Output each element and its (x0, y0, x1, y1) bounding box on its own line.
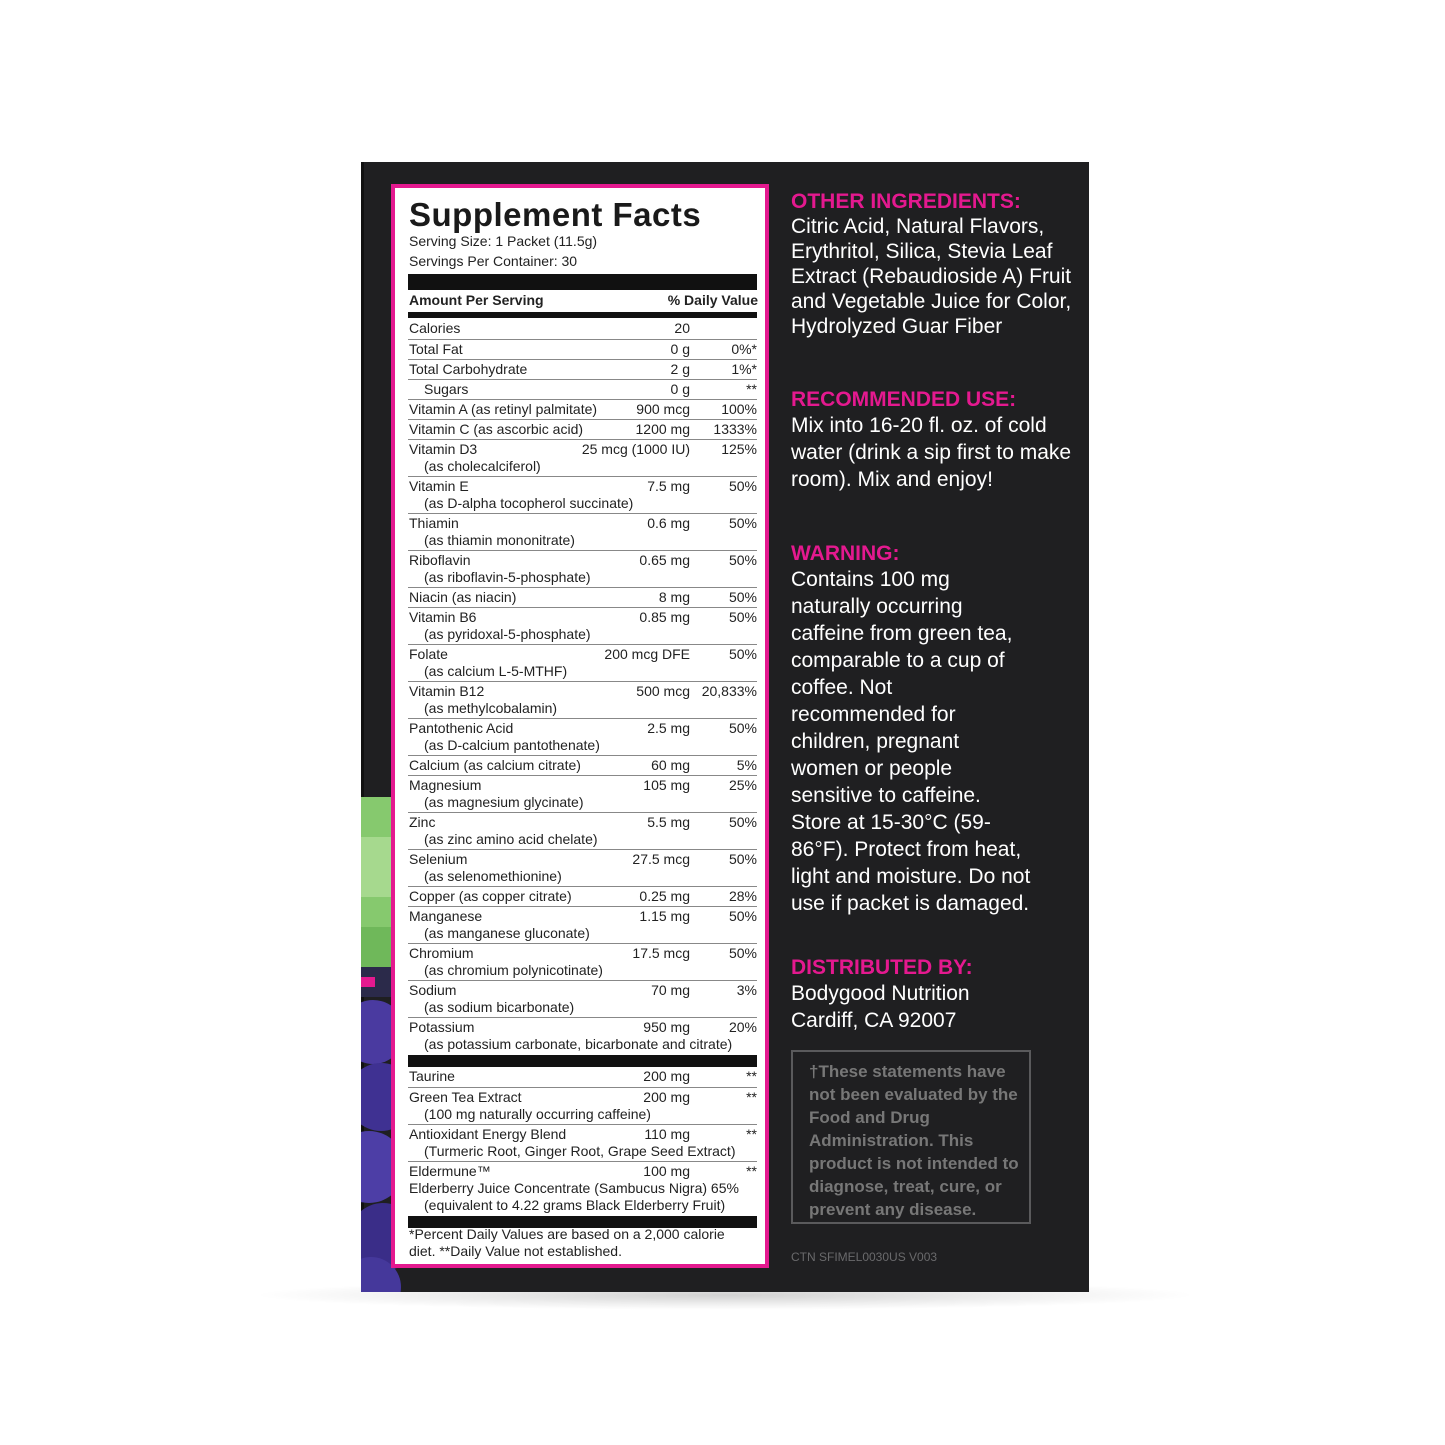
nutrient-name: Vitamin A (as retinyl palmitate) (409, 401, 598, 417)
nutrient-row (408, 550, 757, 588)
nutrient-row (408, 775, 757, 813)
nutrient-name: Antioxidant Energy Blend (409, 1126, 567, 1142)
nutrient-name: Eldermune™ (409, 1163, 491, 1179)
other-ingredients-section (791, 190, 1081, 339)
distributor-name: Bodygood Nutrition (791, 982, 970, 1005)
blend-row (408, 1161, 757, 1216)
warning-heading: WARNING: (791, 542, 900, 565)
nutrient-name: Vitamin B12 (409, 683, 485, 699)
nutrient-source: (as chromium polynicotinate) (424, 962, 603, 978)
carton-code: CTN SFIMEL0030US V003 (791, 1250, 938, 1264)
nutrient-amount: 5.5 mg (647, 814, 690, 830)
recommended-use-heading: RECOMMENDED USE: (791, 388, 1017, 411)
nutrient-name: Sodium (409, 982, 457, 998)
facts-footnote: *Percent Daily Values are based on a 2,000 calorie diet. **Daily Value not established. (409, 1226, 725, 1259)
nutrient-amount: 0.85 mg (639, 609, 690, 625)
warning-section (791, 542, 1031, 917)
distributor-address: Cardiff, CA 92007 (791, 1009, 957, 1032)
nutrient-amount: 25 mcg (1000 IU) (581, 441, 690, 457)
nutrient-amount: 7.5 mg (647, 478, 690, 494)
product-box-back (361, 162, 1089, 1292)
nutrient-daily-value: 50% (728, 814, 757, 830)
nutrient-name: Vitamin D3 (409, 441, 478, 457)
nutrient-row (408, 419, 757, 440)
nutrient-daily-value: 3% (736, 982, 757, 998)
nutrient-daily-value: 50% (728, 945, 757, 961)
nutrient-source: (as cholecalciferol) (424, 458, 541, 474)
nutrient-row (408, 718, 757, 756)
nutrient-source: (as D-alpha tocopherol succinate) (424, 495, 634, 511)
nutrient-name: Total Carbohydrate (409, 361, 528, 377)
nutrient-source: (as manganese gluconate) (424, 925, 590, 941)
nutrient-daily-value: 50% (728, 552, 757, 568)
nutrient-name: Folate (409, 646, 448, 662)
nutrient-amount: 2.5 mg (647, 720, 690, 736)
nutrient-daily-value: 50% (728, 515, 757, 531)
nutrient-amount: 1200 mg (635, 421, 690, 437)
nutrient-daily-value: 125% (721, 441, 757, 457)
nutrient-name: Riboflavin (409, 552, 471, 568)
nutrient-row (408, 476, 757, 514)
nutrient-source: (as D-calcium pantothenate) (424, 737, 600, 753)
nutrient-row (408, 886, 757, 907)
nutrient-amount: 1.15 mg (639, 908, 690, 924)
nutrient-amount: 8 mg (658, 589, 690, 605)
nutrient-source: (as sodium bicarbonate) (424, 999, 575, 1015)
nutrient-daily-value: ** (746, 1126, 757, 1142)
nutrient-daily-value: ** (746, 1163, 757, 1179)
nutrient-source: (as riboflavin-5-phosphate) (424, 569, 591, 585)
thick-rule (408, 274, 757, 290)
supplement-facts-panel (391, 184, 769, 1268)
nutrient-amount: 0.25 mg (639, 888, 690, 904)
nutrient-daily-value: ** (746, 1089, 757, 1105)
nutrient-name: Vitamin B6 (409, 609, 477, 625)
nutrient-row (408, 379, 757, 400)
nutrient-name: Potassium (409, 1019, 475, 1035)
nutrient-amount: 17.5 mcg (632, 945, 690, 961)
nutrient-daily-value: 20% (728, 1019, 757, 1035)
nutrient-name: Thiamin (409, 515, 459, 531)
nutrient-source: (Turmeric Root, Ginger Root, Grape Seed Extract) (424, 1143, 736, 1159)
nutrient-row (408, 359, 757, 380)
nutrient-amount: 0 g (670, 381, 690, 397)
serving-size: Serving Size: 1 Packet (11.5g) (409, 233, 598, 249)
nutrient-source: (as zinc amino acid chelate) (424, 831, 598, 847)
nutrient-source: (as magnesium glycinate) (424, 794, 584, 810)
nutrient-name: Calcium (as calcium citrate) (409, 757, 581, 773)
recommended-use-text: Mix into 16-20 fl. oz. of cold water (drink a sip first to make room). Mix and enjoy! (791, 414, 1072, 491)
nutrient-amount: 500 mcg (636, 683, 690, 699)
amount-header-row (409, 292, 758, 308)
nutrient-source: (100 mg naturally occurring caffeine) (424, 1106, 651, 1122)
nutrient-daily-value: 50% (728, 851, 757, 867)
nutrient-amount: 200 mcg DFE (604, 646, 690, 662)
nutrient-amount: 100 mg (643, 1163, 690, 1179)
nutrient-amount: 0.65 mg (639, 552, 690, 568)
nutrient-daily-value: 5% (736, 757, 757, 773)
daily-value-label: % Daily Value (667, 292, 758, 308)
warning-text: Contains 100 mg naturally occurring caffeine from green tea, comparable to a cup of coffee. Not recommended for children, pregnant women or people sensitive to caffeine. Store at 15-30°C (59-86°F). Protect from heat, light and moisture. Do not use if packet is damaged. (791, 568, 1031, 915)
nutrient-row (408, 1017, 757, 1055)
nutrient-source: (as calcium L-5-MTHF) (424, 663, 568, 679)
supplement-facts-title: Supplement Facts (409, 196, 702, 233)
nutrient-name: Taurine (409, 1068, 455, 1084)
nutrient-daily-value: 50% (728, 589, 757, 605)
nutrient-row (408, 755, 757, 776)
nutrient-name: Magnesium (409, 777, 482, 793)
recommended-use-section (791, 388, 1081, 493)
nutrient-name: Sugars (424, 381, 469, 397)
nutrient-amount: 20 (674, 320, 690, 336)
nutrient-amount: 2 g (670, 361, 690, 377)
nutrient-source: (as thiamin mononitrate) (424, 532, 575, 548)
nutrient-row (408, 339, 757, 360)
fda-disclaimer: †These statements have not been evaluated by the Food and Drug Administration. This product is not intended to diagnose, treat, cure, or prevent any disease. (791, 1050, 1031, 1224)
nutrient-name: Vitamin E (409, 478, 469, 494)
nutrient-row (408, 849, 757, 887)
nutrient-name: Selenium (409, 851, 468, 867)
nutrient-row (408, 644, 757, 682)
nutrient-row (408, 980, 757, 1018)
blend-row (408, 1087, 757, 1125)
nutrient-amount: 200 mg (643, 1068, 690, 1084)
distributed-by-heading: DISTRIBUTED BY: (791, 956, 973, 979)
nutrient-name: Total Fat (409, 341, 463, 357)
nutrient-daily-value: 50% (728, 908, 757, 924)
nutrient-daily-value: 50% (728, 720, 757, 736)
nutrient-row (408, 943, 757, 981)
nutrient-amount: 950 mg (643, 1019, 690, 1035)
nutrient-name: Chromium (409, 945, 474, 961)
blend-row (408, 1067, 757, 1087)
nutrient-amount: 60 mg (651, 757, 690, 773)
nutrient-row (408, 399, 757, 420)
nutrient-source: (as selenomethionine) (424, 868, 562, 884)
nutrient-amount: 900 mcg (636, 401, 690, 417)
medium-rule (408, 312, 757, 318)
nutrient-source: (as methylcobalamin) (424, 700, 558, 716)
nutrient-row (408, 607, 757, 645)
distributed-by-section (791, 956, 1081, 1034)
other-ingredients-text: Citric Acid, Natural Flavors, Erythritol, Silica, Stevia Leaf Extract (Rebaudioside A) Fruit and Vegetable Juice for Color, Hydrolyzed Guar Fiber (791, 215, 1072, 338)
nutrient-name: Manganese (409, 908, 483, 924)
other-ingredients-heading: OTHER INGREDIENTS: (791, 190, 1021, 213)
blend-row (408, 1124, 757, 1162)
nutrient-name: Niacin (as niacin) (409, 589, 517, 605)
nutrient-amount: 110 mg (644, 1126, 690, 1142)
nutrient-amount: 200 mg (643, 1089, 690, 1105)
nutrient-daily-value: 100% (721, 401, 757, 417)
nutrient-amount: 70 mg (651, 982, 690, 998)
nutrient-daily-value: 50% (728, 478, 757, 494)
nutrient-daily-value: 25% (728, 777, 757, 793)
nutrient-row (408, 906, 757, 944)
nutrient-row (408, 587, 757, 608)
nutrient-daily-value: 20,833% (701, 683, 757, 699)
nutrient-source: (as pyridoxal-5-phosphate) (424, 626, 591, 642)
nutrient-name: Calories (409, 320, 461, 336)
nutrient-name: Vitamin C (as ascorbic acid) (409, 421, 584, 437)
nutrient-daily-value: 0%* (731, 341, 757, 357)
nutrient-source: Elderberry Juice Concentrate (Sambucus Nigra) 65% (409, 1180, 739, 1196)
servings-per-container: Servings Per Container: 30 (409, 253, 578, 269)
nutrient-source-detail: (equivalent to 4.22 grams Black Elderberry Fruit) (424, 1197, 726, 1213)
nutrient-daily-value: 50% (728, 609, 757, 625)
nutrient-row (408, 439, 757, 477)
nutrient-daily-value: ** (746, 1068, 757, 1084)
nutrient-row (408, 513, 757, 551)
nutrient-row (408, 681, 757, 719)
nutrient-amount: 27.5 mcg (632, 851, 690, 867)
nutrient-daily-value: ** (746, 381, 757, 397)
amount-per-serving-label: Amount Per Serving (409, 292, 544, 308)
nutrient-row (408, 812, 757, 850)
thick-rule (408, 1055, 757, 1067)
nutrient-amount: 0 g (670, 341, 690, 357)
nutrient-amount: 0.6 mg (647, 515, 690, 531)
nutrient-amount: 105 mg (643, 777, 690, 793)
nutrient-daily-value: 50% (728, 646, 757, 662)
nutrient-name: Green Tea Extract (409, 1089, 522, 1105)
nutrient-daily-value: 1333% (713, 421, 757, 437)
nutrient-source: (as potassium carbonate, bicarbonate and citrate) (424, 1036, 733, 1052)
nutrient-name: Pantothenic Acid (409, 720, 514, 736)
nutrient-daily-value: 1%* (731, 361, 757, 377)
nutrient-name: Zinc (409, 814, 436, 830)
nutrient-name: Copper (as copper citrate) (409, 888, 572, 904)
nutrient-row (408, 319, 757, 339)
nutrient-daily-value: 28% (728, 888, 757, 904)
